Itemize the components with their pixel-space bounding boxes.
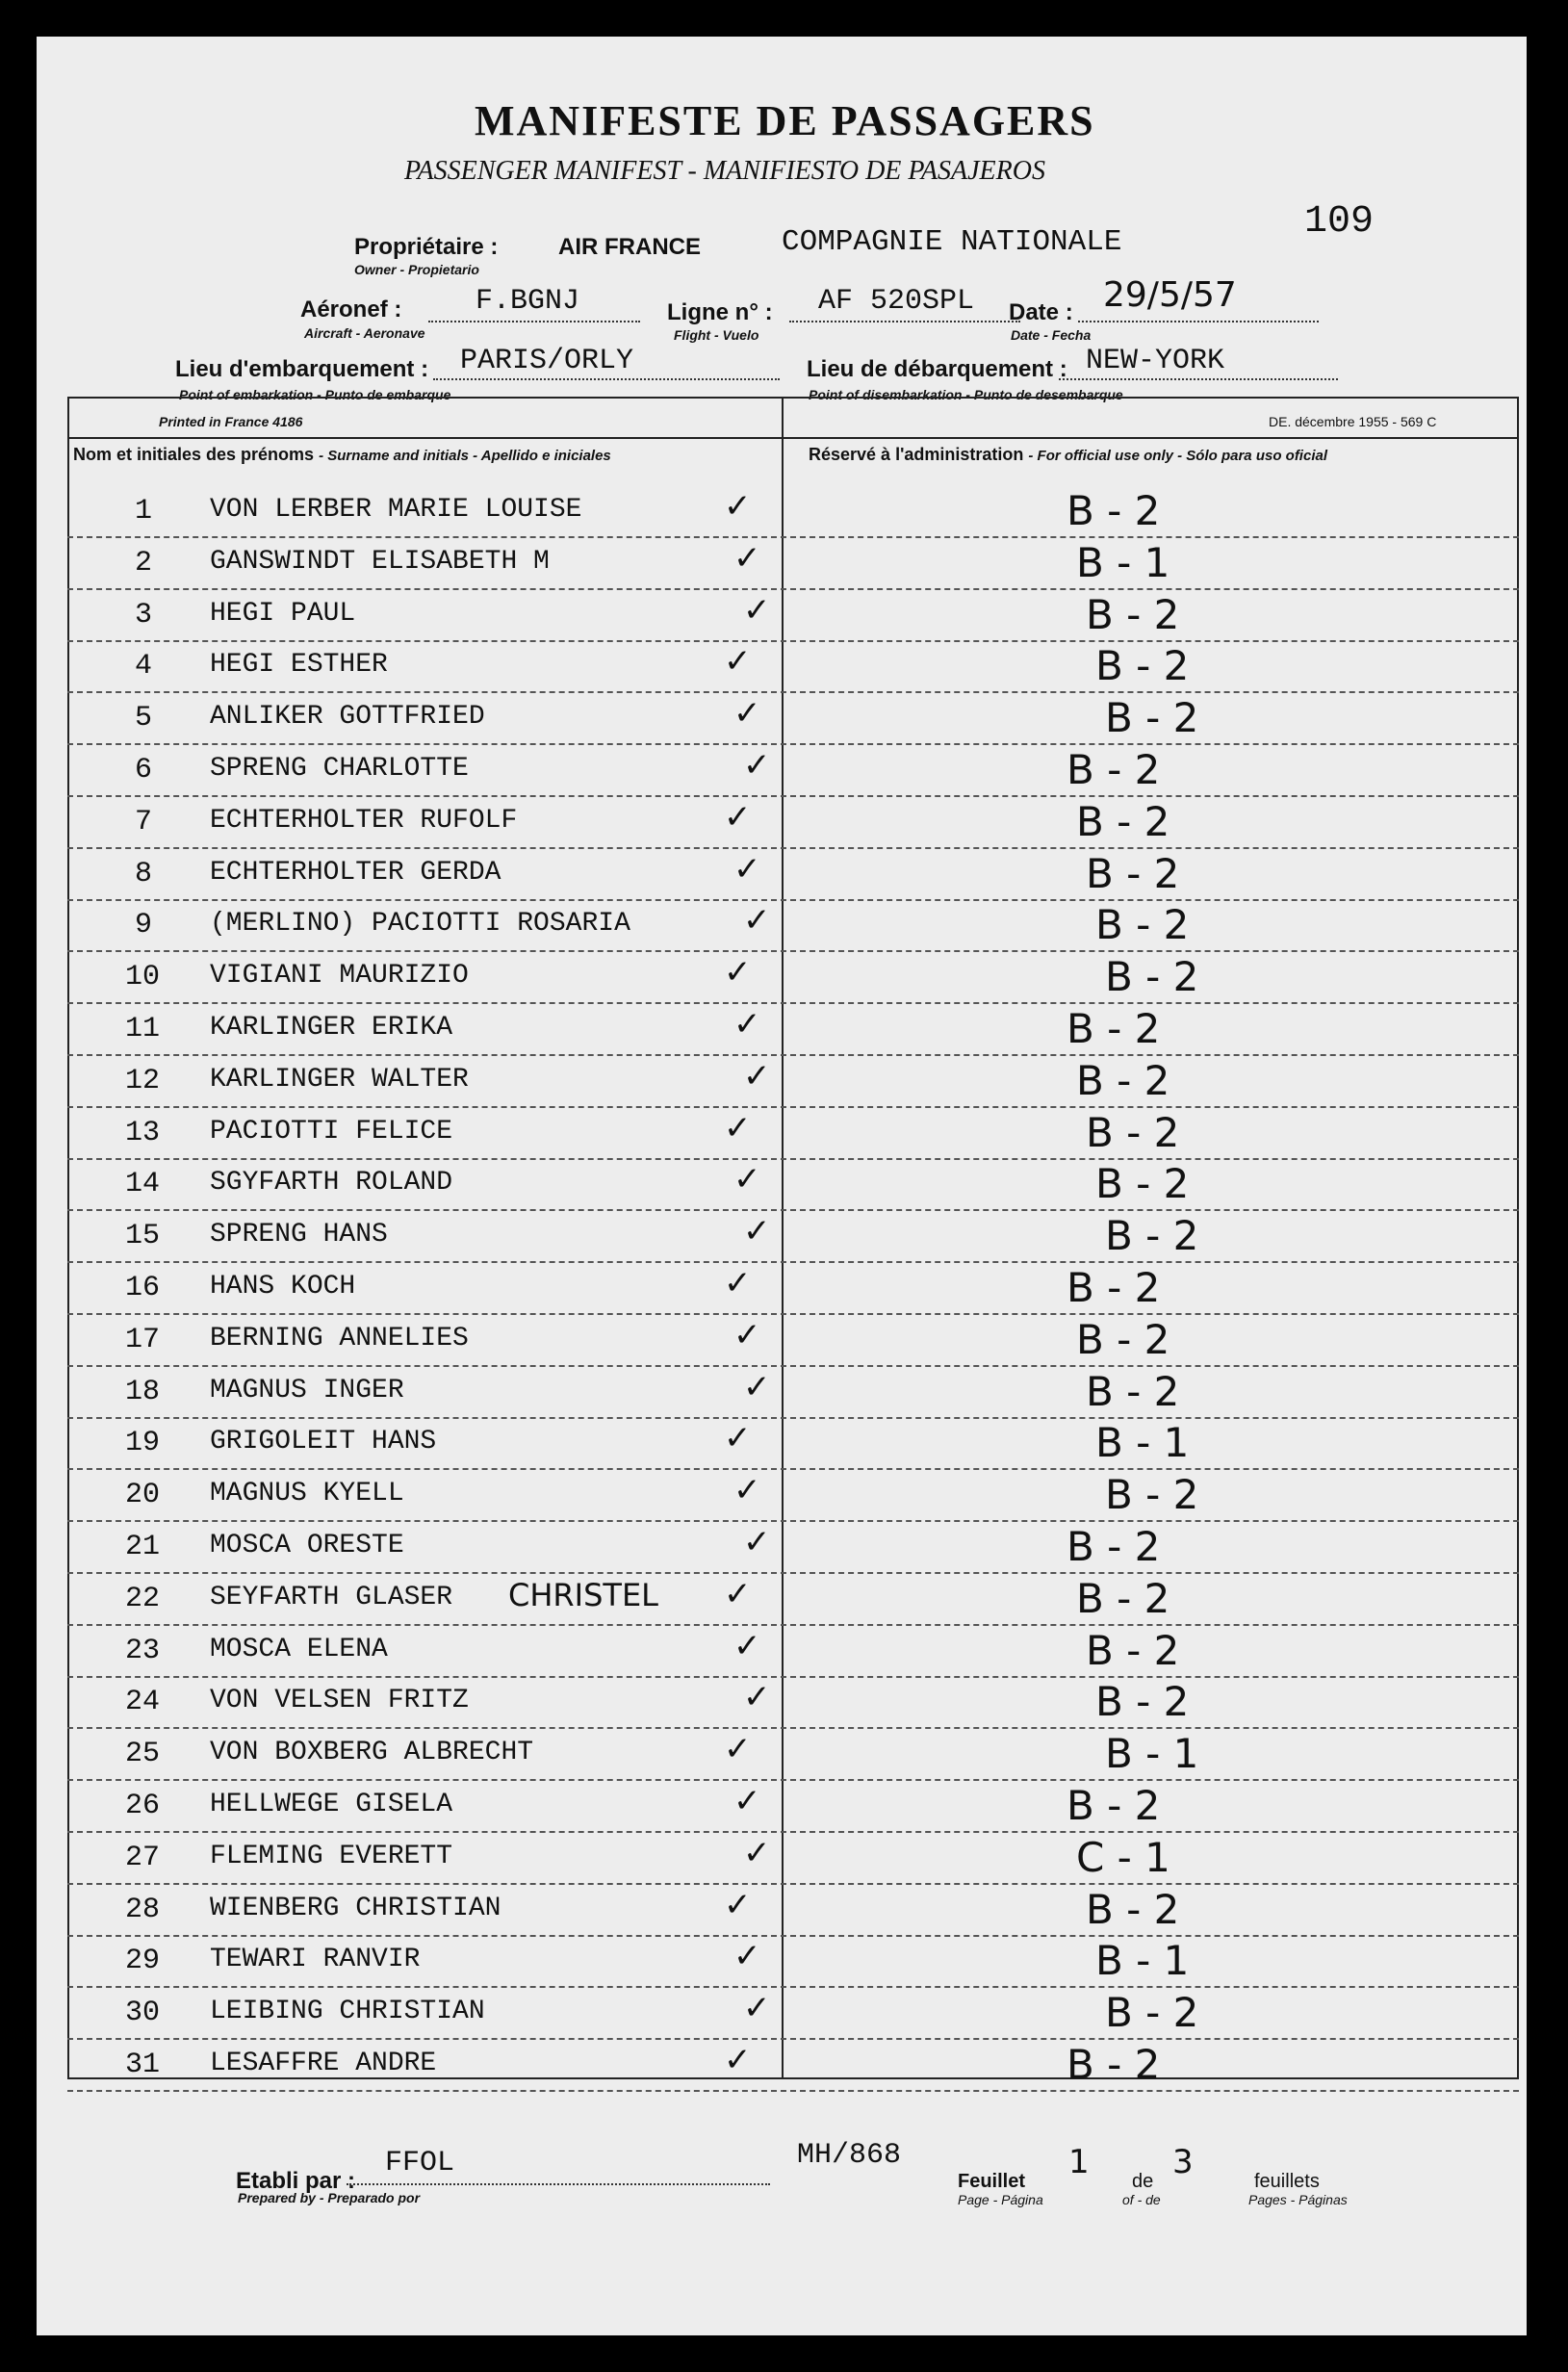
passenger-name: MAGNUS INGER bbox=[210, 1375, 404, 1405]
check-mark: ✓ bbox=[743, 746, 771, 785]
of-label: de bbox=[1132, 2171, 1154, 2192]
check-mark: ✓ bbox=[743, 1212, 771, 1251]
check-mark: ✓ bbox=[733, 1626, 761, 1665]
check-mark: ✓ bbox=[724, 953, 752, 993]
passenger-name: ECHTERHOLTER GERDA bbox=[210, 857, 501, 888]
aircraft-sublabel: Aircraft - Aeronave bbox=[304, 325, 425, 341]
check-mark: ✓ bbox=[733, 849, 761, 889]
row-number: 26 bbox=[125, 1790, 161, 1822]
admin-code: B - 2 bbox=[1095, 901, 1190, 949]
check-mark: ✓ bbox=[724, 1108, 752, 1147]
row-number: 14 bbox=[125, 1168, 161, 1201]
row-number: 6 bbox=[135, 754, 153, 786]
check-mark: ✓ bbox=[733, 1471, 761, 1510]
embark-value: PARIS/ORLY bbox=[460, 345, 634, 377]
date-value: 29/5/57 bbox=[1103, 275, 1237, 315]
passenger-name: KARLINGER WALTER bbox=[210, 1064, 469, 1095]
admin-code: B - 2 bbox=[1105, 1471, 1199, 1519]
admin-code: B - 2 bbox=[1076, 797, 1170, 845]
check-mark: ✓ bbox=[733, 1315, 761, 1354]
sheet-value: 1 bbox=[1068, 2143, 1090, 2181]
row-number: 25 bbox=[125, 1738, 161, 1771]
passenger-name: GRIGOLEIT HANS bbox=[210, 1427, 437, 1457]
sheet-sublabel: Page - Página bbox=[958, 2192, 1043, 2207]
check-mark: ✓ bbox=[733, 1937, 761, 1976]
row-number: 15 bbox=[125, 1220, 161, 1253]
admin-code: C - 1 bbox=[1076, 1833, 1170, 1881]
passenger-name: SPRENG HANS bbox=[210, 1220, 388, 1250]
row-number: 5 bbox=[135, 702, 153, 735]
row-number: 1 bbox=[135, 495, 153, 528]
row-number: 7 bbox=[135, 805, 153, 838]
passenger-name: WIENBERG CHRISTIAN bbox=[210, 1893, 501, 1923]
admin-code: B - 2 bbox=[1067, 2041, 1161, 2088]
check-mark: ✓ bbox=[724, 1264, 752, 1302]
passenger-name: FLEMING EVERETT bbox=[210, 1841, 453, 1871]
admin-code: B - 2 bbox=[1086, 1108, 1180, 1156]
form-code: DE. décembre 1955 - 569 C bbox=[1269, 414, 1437, 429]
passenger-name: SEYFARTH GLASER bbox=[210, 1582, 453, 1612]
passenger-name: HELLWEGE GISELA bbox=[210, 1790, 453, 1819]
sheet-label: Feuillet bbox=[958, 2171, 1026, 2192]
row-number: 24 bbox=[125, 1686, 161, 1719]
admin-code: B - 2 bbox=[1086, 590, 1180, 638]
passenger-name: ECHTERHOLTER RUFOLF bbox=[210, 805, 518, 836]
passenger-name: KARLINGER ERIKA bbox=[210, 1013, 453, 1043]
admin-code: B - 2 bbox=[1067, 1782, 1161, 1829]
check-mark: ✓ bbox=[733, 538, 761, 578]
admin-code: B - 2 bbox=[1086, 1367, 1180, 1415]
prepared-sublabel: Prepared by - Preparado por bbox=[238, 2190, 421, 2205]
prepared-label: Etabli par : bbox=[236, 2168, 356, 2194]
admin-code: B - 2 bbox=[1076, 1574, 1170, 1622]
check-mark: ✓ bbox=[724, 1885, 752, 1924]
passenger-name: SGYFARTH ROLAND bbox=[210, 1168, 453, 1199]
admin-code: B - 2 bbox=[1095, 1678, 1190, 1726]
row-number: 3 bbox=[135, 598, 153, 632]
passenger-name: (MERLINO) PACIOTTI ROSARIA bbox=[210, 909, 630, 940]
row-number: 31 bbox=[125, 2049, 161, 2081]
passenger-name: MAGNUS KYELL bbox=[210, 1479, 404, 1509]
check-mark: ✓ bbox=[743, 590, 771, 630]
row-number: 22 bbox=[125, 1582, 161, 1615]
check-mark: ✓ bbox=[743, 1056, 771, 1096]
passenger-name: BERNING ANNELIES bbox=[210, 1323, 469, 1354]
admin-code: B - 2 bbox=[1067, 746, 1161, 793]
admin-code: B - 1 bbox=[1095, 1419, 1190, 1467]
date-sublabel: Date - Fecha bbox=[1011, 327, 1092, 343]
row-number: 10 bbox=[125, 961, 161, 994]
admin-code: B - 2 bbox=[1086, 1626, 1180, 1674]
disembark-value: NEW-YORK bbox=[1086, 345, 1225, 377]
passenger-name: SPRENG CHARLOTTE bbox=[210, 754, 469, 784]
admin-code: B - 1 bbox=[1076, 538, 1170, 586]
document-title: MANIFESTE DE PASSAGERS bbox=[475, 97, 1095, 144]
check-mark: ✓ bbox=[724, 2041, 752, 2079]
sheets-label: feuillets bbox=[1254, 2171, 1320, 2192]
handwritten-annotation: CHRISTEL bbox=[508, 1576, 658, 1613]
row-number: 16 bbox=[125, 1272, 161, 1304]
passenger-name: HEGI PAUL bbox=[210, 598, 356, 629]
check-mark: ✓ bbox=[733, 1005, 761, 1044]
check-mark: ✓ bbox=[724, 1730, 752, 1769]
check-mark: ✓ bbox=[724, 642, 752, 682]
owner-value: AIR FRANCE bbox=[558, 234, 701, 260]
passenger-name: TEWARI RANVIR bbox=[210, 1945, 421, 1975]
row-number: 23 bbox=[125, 1634, 161, 1667]
passenger-name: ANLIKER GOTTFRIED bbox=[210, 702, 485, 733]
header-divider bbox=[67, 437, 1519, 439]
row-number: 12 bbox=[125, 1064, 161, 1097]
admin-code: B - 2 bbox=[1105, 953, 1199, 1001]
admin-code: B - 2 bbox=[1076, 1315, 1170, 1363]
admin-code: B - 1 bbox=[1095, 1937, 1190, 1985]
admin-code: B - 2 bbox=[1105, 1212, 1199, 1260]
row-number: 30 bbox=[125, 1997, 161, 2030]
row-number: 27 bbox=[125, 1841, 161, 1874]
admin-code: B - 2 bbox=[1095, 642, 1190, 690]
check-mark: ✓ bbox=[724, 487, 752, 526]
sheets-sublabel: Pages - Páginas bbox=[1248, 2192, 1348, 2207]
check-mark: ✓ bbox=[724, 1574, 752, 1613]
admin-code: B - 2 bbox=[1105, 694, 1199, 742]
row-number: 2 bbox=[135, 546, 153, 580]
passenger-name: PACIOTTI FELICE bbox=[210, 1116, 453, 1147]
passenger-name: VON VELSEN FRITZ bbox=[210, 1686, 469, 1716]
flight-sublabel: Flight - Vuelo bbox=[674, 327, 759, 343]
row-number: 17 bbox=[125, 1323, 161, 1356]
row-number: 11 bbox=[125, 1013, 161, 1045]
row-number: 4 bbox=[135, 650, 153, 683]
passenger-name: VIGIANI MAURIZIO bbox=[210, 961, 469, 992]
passenger-name: MOSCA ELENA bbox=[210, 1634, 388, 1664]
passenger-name: LEIBING CHRISTIAN bbox=[210, 1997, 485, 2027]
check-mark: ✓ bbox=[733, 694, 761, 734]
row-number: 8 bbox=[135, 857, 153, 890]
passenger-name: MOSCA ORESTE bbox=[210, 1531, 404, 1560]
admin-code: B - 2 bbox=[1067, 1005, 1161, 1052]
of-sublabel: of - de bbox=[1122, 2192, 1161, 2207]
passenger-name: VON LERBER MARIE LOUISE bbox=[210, 495, 582, 525]
check-mark: ✓ bbox=[743, 901, 771, 941]
embark-label: Lieu d'embarquement : bbox=[175, 356, 429, 382]
prepared-value: FFOL bbox=[385, 2147, 455, 2179]
passenger-name: VON BOXBERG ALBRECHT bbox=[210, 1738, 534, 1768]
check-mark: ✓ bbox=[743, 1833, 771, 1872]
embark-sublabel: Point of embarkation - Punto de embarque bbox=[179, 387, 451, 402]
admin-code: B - 2 bbox=[1067, 487, 1161, 534]
row-number: 29 bbox=[125, 1945, 161, 1978]
admin-code: B - 2 bbox=[1105, 1989, 1199, 2037]
row-number: 28 bbox=[125, 1893, 161, 1926]
reference-code: MH/868 bbox=[797, 2139, 902, 2172]
page-number: 109 bbox=[1304, 200, 1375, 244]
document-subtitle: PASSENGER MANIFEST - MANIFIESTO DE PASAJEROS bbox=[404, 156, 1045, 186]
row-number: 19 bbox=[125, 1427, 161, 1460]
admin-code: B - 2 bbox=[1086, 849, 1180, 897]
of-value: 3 bbox=[1172, 2143, 1194, 2181]
check-mark: ✓ bbox=[743, 1523, 771, 1561]
date-label: Date : bbox=[1009, 299, 1073, 325]
aircraft-label: Aéronef : bbox=[300, 296, 402, 322]
check-mark: ✓ bbox=[733, 1160, 761, 1199]
check-mark: ✓ bbox=[724, 797, 752, 837]
row-number: 9 bbox=[135, 909, 153, 942]
check-mark: ✓ bbox=[743, 1367, 771, 1406]
admin-code: B - 2 bbox=[1086, 1885, 1180, 1933]
col2-header: Réservé à l'administration - For official use only - Sólo para uso oficial bbox=[809, 445, 1327, 464]
admin-code: B - 1 bbox=[1105, 1730, 1199, 1778]
disembark-label: Lieu de débarquement : bbox=[807, 356, 1067, 382]
check-mark: ✓ bbox=[724, 1419, 752, 1458]
admin-code: B - 2 bbox=[1067, 1523, 1161, 1570]
row-number: 20 bbox=[125, 1479, 161, 1512]
owner-sublabel: Owner - Propietario bbox=[354, 262, 479, 277]
admin-code: B - 2 bbox=[1076, 1056, 1170, 1104]
check-mark: ✓ bbox=[743, 1678, 771, 1717]
passenger-name: HANS KOCH bbox=[210, 1272, 356, 1302]
passenger-name: LESAFFRE ANDRE bbox=[210, 2049, 437, 2078]
passenger-name: HEGI ESTHER bbox=[210, 650, 388, 681]
passenger-name: GANSWINDT ELISABETH M bbox=[210, 546, 550, 577]
flight-value: AF 520SPL bbox=[818, 285, 975, 318]
disembark-sublabel: Point of disembarkation - Punto de desembarque bbox=[809, 387, 1123, 402]
check-mark: ✓ bbox=[743, 1989, 771, 2028]
check-mark: ✓ bbox=[733, 1782, 761, 1820]
admin-code: B - 2 bbox=[1067, 1264, 1161, 1311]
flight-label: Ligne n° : bbox=[667, 299, 773, 325]
owner-typed-value: COMPAGNIE NATIONALE bbox=[782, 225, 1122, 259]
row-number: 13 bbox=[125, 1116, 161, 1149]
printed-note: Printed in France 4186 bbox=[159, 414, 303, 429]
aircraft-value: F.BGNJ bbox=[476, 285, 580, 318]
row-number: 18 bbox=[125, 1375, 161, 1408]
owner-label: Propriétaire : bbox=[354, 234, 499, 260]
admin-code: B - 2 bbox=[1095, 1160, 1190, 1208]
col1-header: Nom et initiales des prénoms - Surname and initials - Apellido e iniciales bbox=[73, 445, 611, 464]
row-number: 21 bbox=[125, 1531, 161, 1563]
